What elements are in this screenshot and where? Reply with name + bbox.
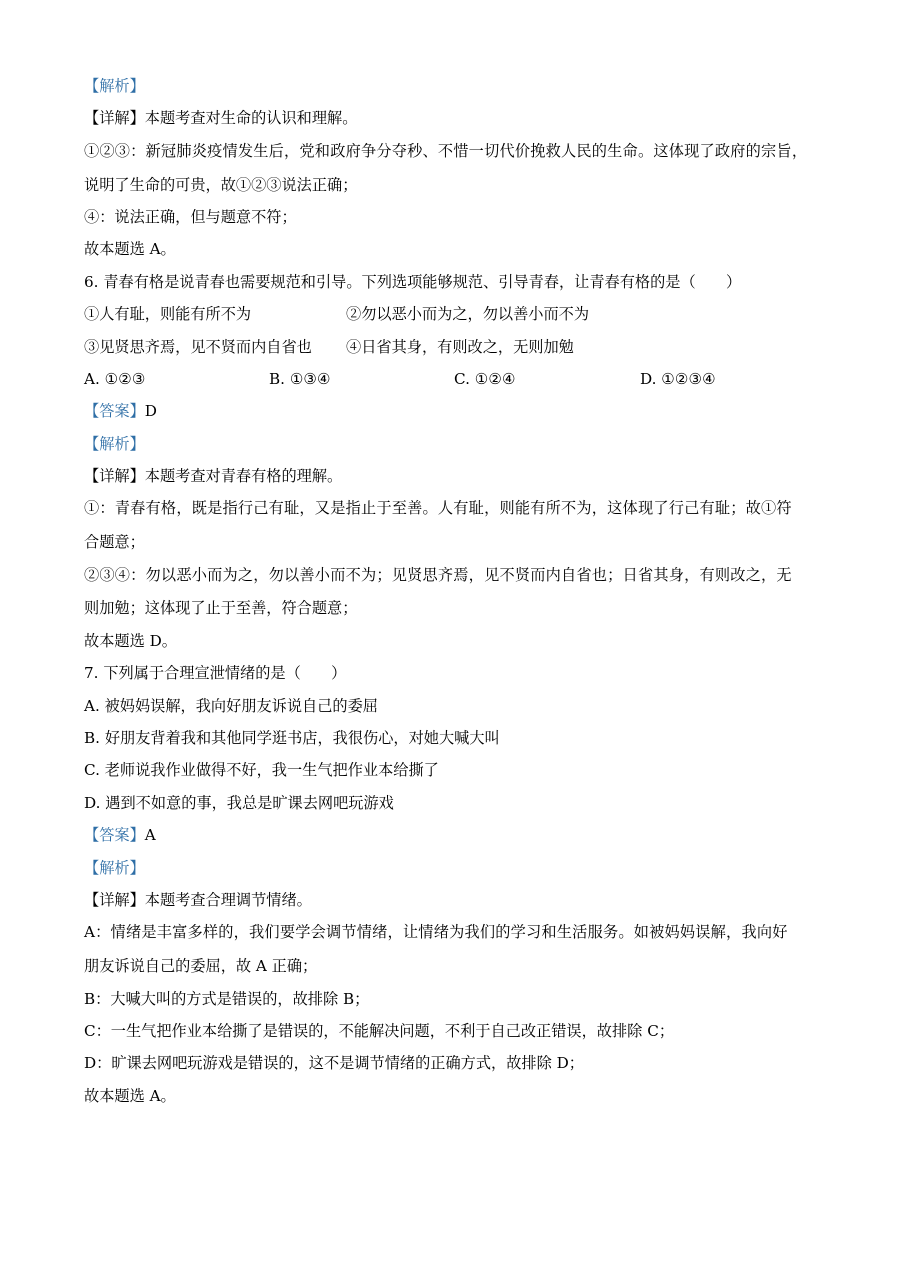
q7-option-c: C. 老师说我作业做得不好，我一生气把作业本给撕了: [84, 761, 439, 780]
q7-analysis-tag: 【解析】: [84, 858, 145, 877]
q7-para-a1: A：情绪是丰富多样的，我们要学会调节情绪，让情绪为我们的学习和生活服务。如被妈妈误解，我向好: [84, 923, 788, 942]
q6-option-a: A. ①②③: [84, 369, 146, 388]
q6-option-c: C. ①②④: [454, 369, 516, 388]
q7-detail: 【详解】本题考查合理调节情绪。: [84, 890, 312, 909]
q6-statements-row-1: [84, 304, 835, 324]
q6-answer-value: D: [144, 402, 157, 421]
q6-para-1a: ①：青春有格，既是指行己有耻，又是指止于至善。人有耻，则能有所不为，这体现了行己有耻；故①符: [84, 499, 792, 518]
q5-analysis-tag: 【解析】: [84, 77, 145, 95]
q5-conclusion: 故本题选 A。: [84, 240, 176, 259]
q7-para-d: D：旷课去网吧玩游戏是错误的，这不是调节情绪的正确方式，故排除 D；: [84, 1054, 584, 1073]
q6-statement-3: ③见贤思齐焉，见不贤而内自省也: [84, 337, 312, 356]
q6-answer-tag: 【答案】: [84, 402, 145, 421]
q6-detail: 【详解】本题考查对青春有格的理解。: [84, 467, 343, 486]
q6-para-2a: ②③④：勿以恶小而为之，勿以善小而不为；见贤思齐焉，见不贤而内自省也；日省其身，有则改之，无: [84, 565, 792, 584]
q6-para-2b: 则加勉；这体现了止于至善，符合题意；: [84, 599, 358, 618]
q7-option-d: D. 遇到不如意的事，我总是旷课去网吧玩游戏: [84, 793, 394, 812]
q7-stem: 7. 下列属于合理宣泄情绪的是（ ）: [84, 664, 347, 683]
q6-options-row: [84, 369, 835, 389]
q6-option-b: B. ①③④: [269, 369, 331, 388]
q7-answer: [84, 825, 835, 845]
q5-para-1b: 说明了生命的可贵，故①②③说法正确；: [84, 175, 358, 194]
q7-para-a2: 朋友诉说自己的委屈，故 A 正确；: [84, 957, 318, 976]
q7-conclusion: 故本题选 A。: [84, 1086, 176, 1105]
q7-answer-tag: 【答案】: [84, 826, 145, 845]
q6-option-d: D. ①②③④: [640, 369, 716, 388]
q6-statement-2: ②勿以恶小而为之，勿以善小而不为: [346, 305, 589, 324]
q6-para-1b: 合题意；: [84, 533, 145, 552]
q7-option-b: B. 好朋友背着我和其他同学逛书店，我很伤心，对她大喊大叫: [84, 729, 500, 748]
q7-answer-value: A: [144, 826, 156, 845]
q7-option-a: A. 被妈妈误解，我向好朋友诉说自己的委屈: [84, 696, 378, 715]
q6-statement-1: ①人有耻，则能有所不为: [84, 305, 252, 324]
q6-statement-4: ④日省其身，有则改之，无则加勉: [346, 337, 574, 356]
q7-para-b: B：大喊大叫的方式是错误的，故排除 B；: [84, 989, 370, 1008]
q7-para-c: C：一生气把作业本给撕了是错误的，不能解决问题，不利于自己改正错误，故排除 C；: [84, 1021, 675, 1040]
q6-answer: [84, 401, 835, 421]
q5-para-2: ④：说法正确，但与题意不符；: [84, 207, 297, 226]
q6-statements-row-2: [84, 337, 835, 357]
q5-detail: 【详解】本题考查对生命的认识和理解。: [84, 109, 358, 128]
q5-para-1a: ①②③：新冠肺炎疫情发生后，党和政府争分夺秒、不惜一切代价挽救人民的生命。这体现了政府的宗旨，: [84, 141, 808, 160]
q6-conclusion: 故本题选 D。: [84, 631, 177, 650]
q6-stem: 6. 青春有格是说青春也需要规范和引导。下列选项能够规范、引导青春，让青春有格的是（ ）: [84, 272, 742, 291]
q6-analysis-tag: 【解析】: [84, 434, 145, 453]
